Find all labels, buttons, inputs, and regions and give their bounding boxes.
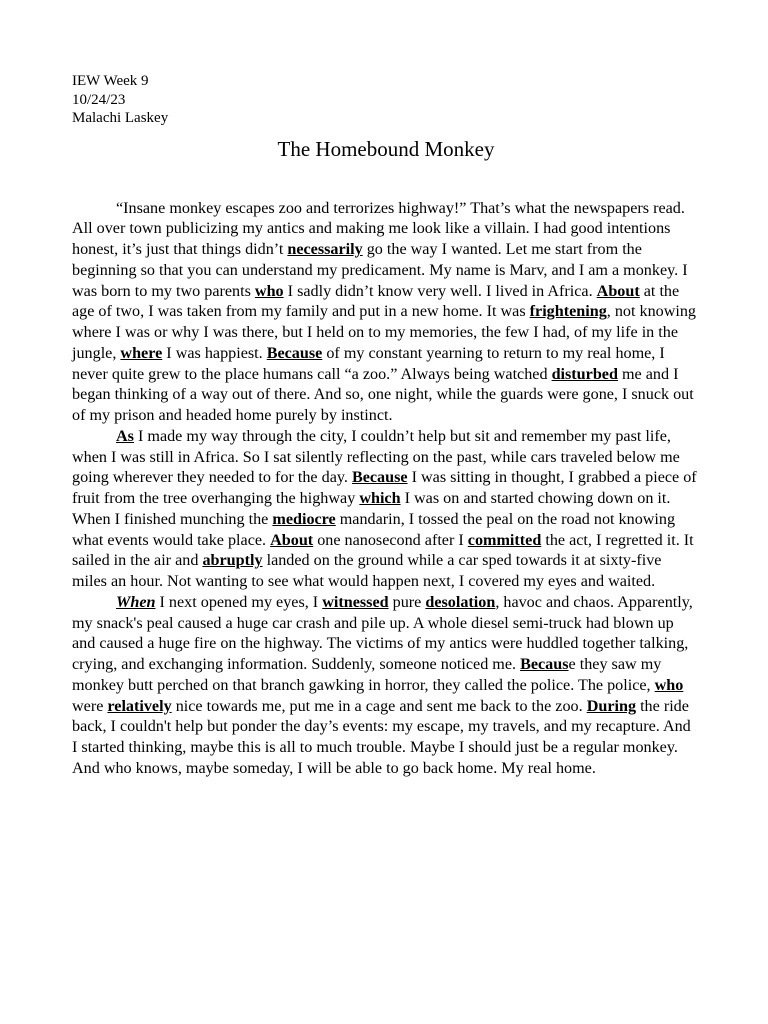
paragraph-text: landed on the ground while a car sped towards it at sixty-five miles an hour. Not wanting to see what would happen next, I covered my eyes and waited. bbox=[72, 552, 662, 590]
document-page bbox=[72, 72, 698, 780]
essay-paragraph bbox=[72, 593, 698, 780]
paragraph-text: were bbox=[72, 697, 108, 715]
highlighted-word: who bbox=[654, 676, 684, 694]
highlighted-word: where bbox=[120, 344, 163, 362]
highlighted-word: frightening bbox=[529, 303, 607, 321]
date-label: 10/24/23 bbox=[72, 91, 126, 108]
highlighted-word: disturbed bbox=[551, 365, 618, 383]
paragraph-text: I was on and started chowing down on it. When I finished munching the bbox=[72, 490, 671, 528]
paragraph-text: go the way I wanted. Let me start from the beginning so that you can understand my predicament. My name is Marv, and I am a monkey. I was born to my two parents bbox=[72, 241, 688, 300]
paragraph-text: the ride back, I couldn't help but ponder the day’s events: my escape, my travels, and my recapture. And I started thinking, maybe this is all to much trouble. Maybe I should just be a regular monkey. And who knows, maybe someday, I will be able to go back home. My real home. bbox=[72, 697, 691, 777]
highlighted-word: Because bbox=[351, 469, 408, 487]
paragraph-text: mandarin, I tossed the peal on the road not knowing what events would take place. bbox=[72, 510, 676, 549]
paragraph-text: , not knowing where I was or why I was there, but I held on to my memories, the few I had, of my life in the jungle, bbox=[72, 303, 697, 362]
paragraph-text: I next opened my eyes, I bbox=[155, 593, 323, 611]
highlighted-word: Becaus bbox=[520, 656, 569, 673]
highlighted-word: About bbox=[596, 282, 640, 300]
highlighted-word: who bbox=[254, 282, 284, 300]
highlighted-word: committed bbox=[467, 531, 542, 549]
essay-body bbox=[72, 199, 698, 780]
paragraph-text: “Insane monkey escapes zoo and terrorizes highway!” That’s what the newspapers read. All over town publicizing my antics and making me look like a villain. I had good intentions honest, it’s just that things didn’t bbox=[72, 199, 685, 258]
author-name: Malachi Laskey bbox=[72, 110, 169, 126]
paragraph-text: , havoc and chaos. Apparently, my snack's peal caused a huge car crash and pile up. A whole diesel semi-truck had blown up and caused a huge fire on the highway. The victims of my antics were huddled together talking, crying, and exchanging information. Suddenly, someone noticed me. bbox=[72, 593, 693, 673]
paragraph-text: the act, I regretted it. It sailed in the air and bbox=[72, 531, 694, 570]
essay-paragraph bbox=[72, 427, 698, 593]
essay-paragraph bbox=[72, 199, 698, 427]
highlighted-word: abruptly bbox=[202, 552, 263, 570]
paragraph-text: I made my way through the city, I couldn’t help but sit and remember my past life, when I was still in Africa. So I sat silently reflecting on the past, while cars traveled below me going wherever they needed to for the day. bbox=[72, 427, 680, 487]
highlighted-word: mediocre bbox=[272, 510, 336, 528]
highlighted-word: When bbox=[116, 593, 156, 611]
highlighted-word: As bbox=[116, 427, 134, 445]
paragraph-text: me and I began thinking of a way out of there. And so, one night, while the guards were gone, I snuck out of my prison and headed home purely by instinct. bbox=[72, 365, 694, 424]
paragraph-text: of my constant yearning to return to my real home, I never quite grew to the place humans call “a zoo.” Always being watched bbox=[72, 344, 665, 383]
highlighted-word: About bbox=[270, 531, 314, 549]
highlighted-word: desolation bbox=[425, 593, 496, 611]
paragraph-text: nice towards me, put me in a cage and sent me back to the zoo. bbox=[171, 697, 587, 715]
highlighted-word: necessarily bbox=[287, 241, 363, 258]
essay-title: The Homebound Monkey bbox=[277, 136, 495, 161]
paragraph-text: I was happiest. bbox=[162, 344, 267, 362]
paragraph-text: I sadly didn’t know very well. I lived in Africa. bbox=[283, 282, 597, 300]
highlighted-word: witnessed bbox=[322, 593, 389, 611]
highlighted-word: Because bbox=[266, 344, 323, 362]
highlighted-word: During bbox=[586, 697, 637, 715]
paragraph-text: e they saw my monkey butt perched on that branch gawking in horror, they called the police. The police, bbox=[72, 656, 662, 694]
paragraph-text: pure bbox=[388, 593, 426, 611]
paragraph-text: at the age of two, I was taken from my family and put in a new home. It was bbox=[72, 282, 680, 321]
assignment-label: IEW Week 9 bbox=[72, 73, 149, 89]
paragraph-text: I was sitting in thought, I grabbed a piece of fruit from the tree overhanging the highway bbox=[72, 469, 697, 507]
highlighted-word: which bbox=[359, 490, 401, 507]
paragraph-text: one nanosecond after I bbox=[313, 531, 468, 549]
highlighted-word: relatively bbox=[107, 697, 172, 715]
